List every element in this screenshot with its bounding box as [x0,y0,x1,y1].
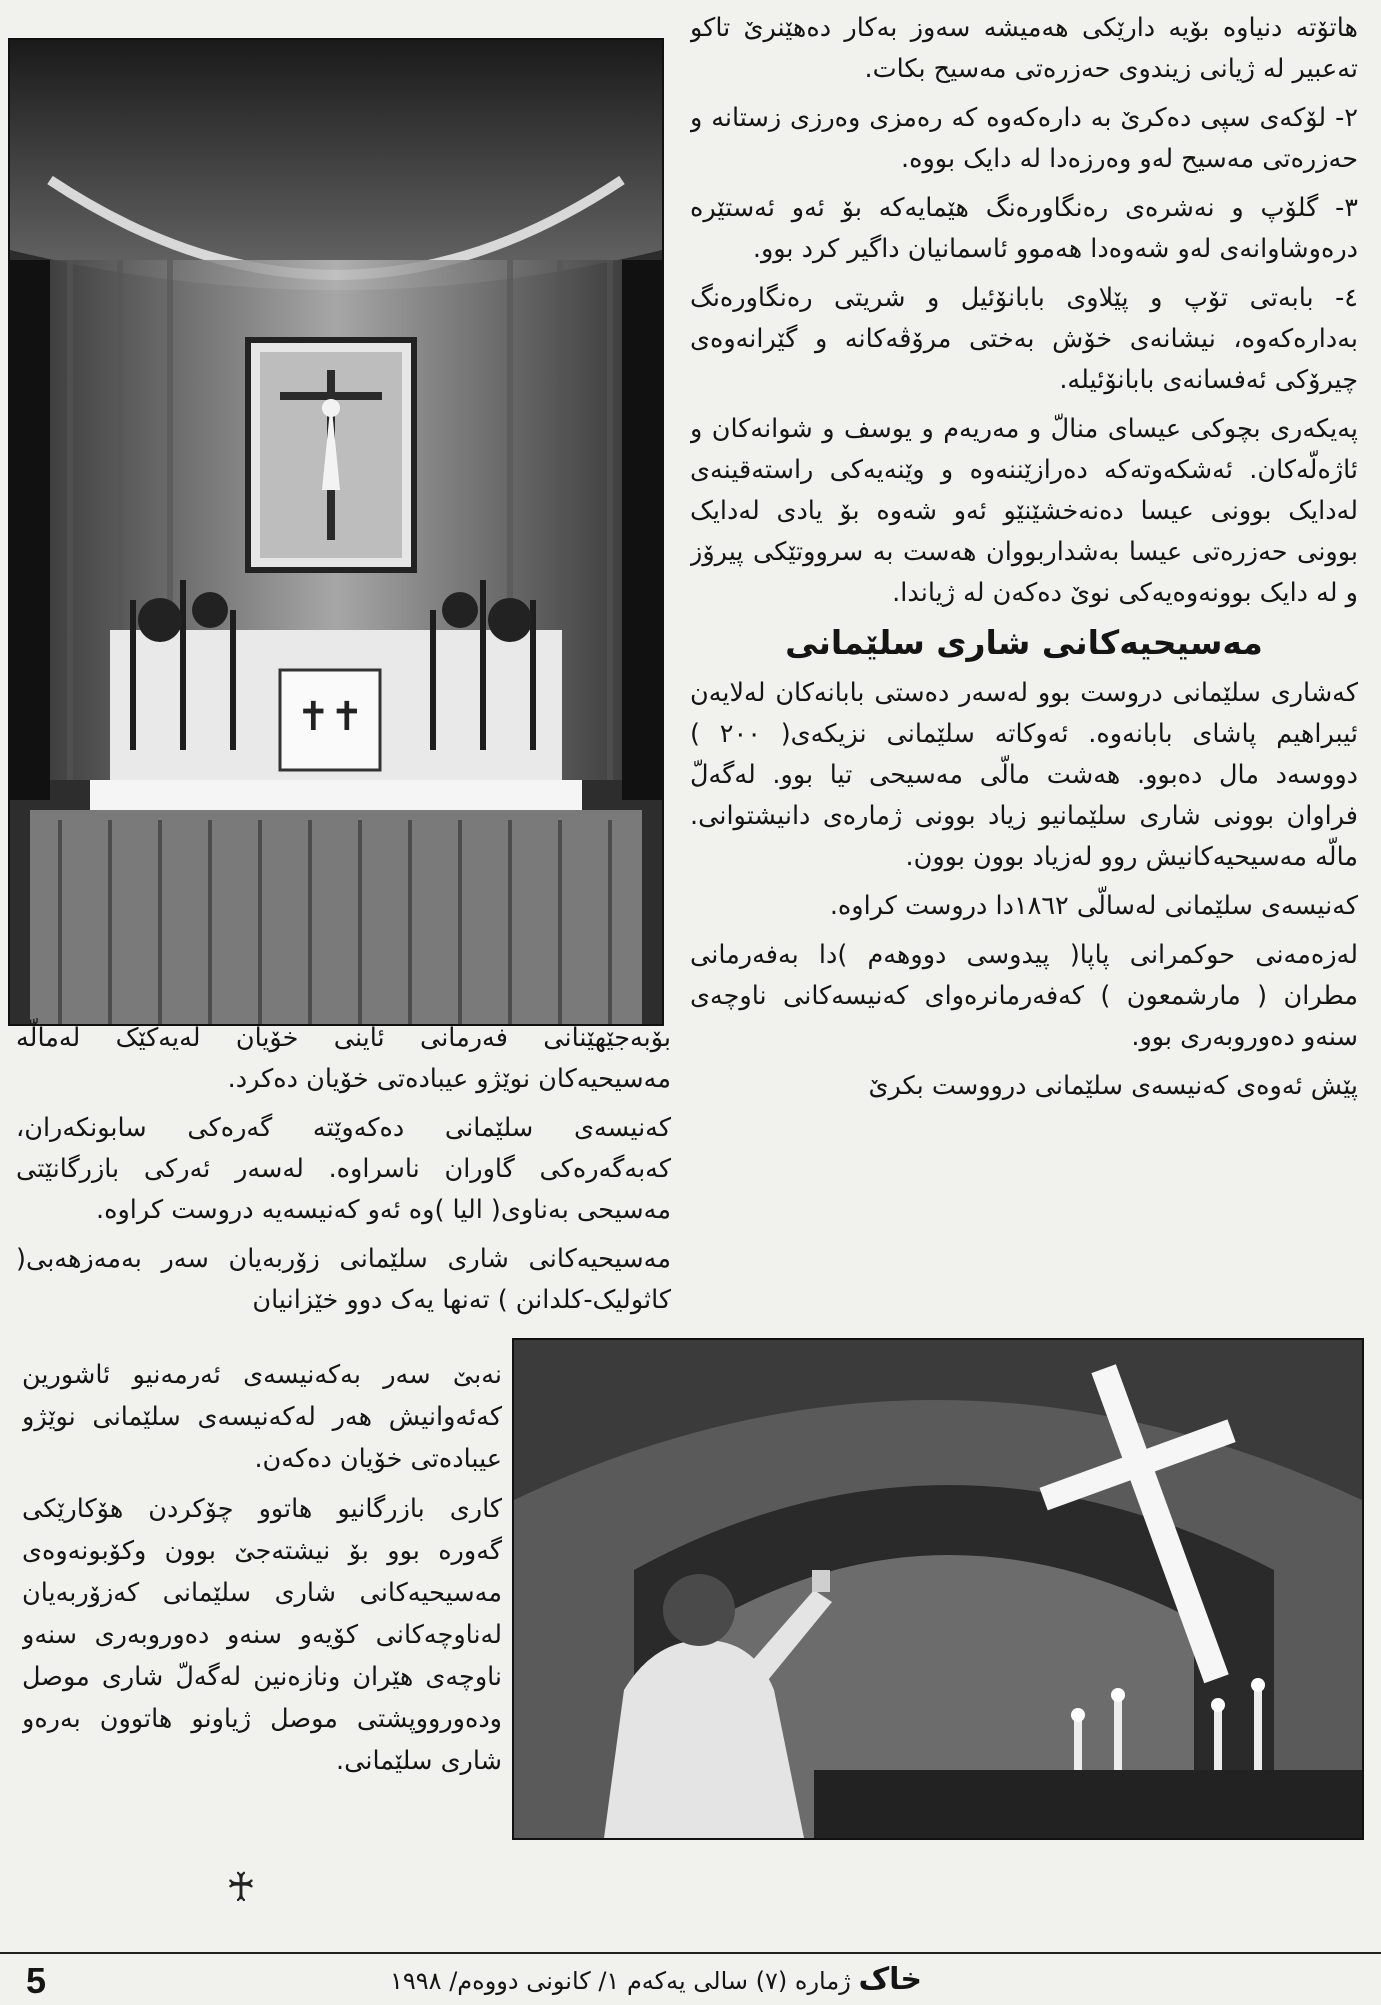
paragraph: مەسیحیەکانی شاری سلێمانی زۆربەیان سەر بەمەزهەبی( کاثولیک-کلدانن ) تەنها یەک دوو خێزانیان [16,1244,671,1315]
page-number: 5 [26,1960,47,2001]
paragraph: ٤- بابەتی تۆپ و پێلاوی بابانۆئیل و شریتی رەنگاورەنگ بەدارەکەوە، نیشانەی خۆش بەختی مرۆڤەکانە و گێرانەوەی چیرۆکی ئەفسانەی بابانۆئیلە. [690,283,1358,395]
svg-text:✝✝: ✝✝ [296,694,364,740]
paragraph: کەشاری سلێمانی دروست بوو لەسەر دەستی بابانەکان لەلایەن ئیبراهیم پاشای بابانەوە. ئەوکاتە سلێمانی نزیکەی( ٢٠٠ ) دووسەد مال دەبوو. هەشت مالّی مەسیحی تیا بوو. لەگەلّ فراوان بوونی شاری سلێمانیو زیاد بوونی ژمارەی دانیشتوانی. مالّە مەسیحیەکانیش روو لەزیاد بوون بوون. [690,678,1358,872]
paragraph: نەبێ سەر بەکەنیسەی ئەرمەنیو ئاشورین کەئەوانیش هەر لەکەنیسەی سلێمانی نوێژو عیبادەتی خۆیان دەکەن. [22,1360,502,1474]
magazine-logo: خاک [858,1962,923,1997]
paragraph: کەنیسەی سلێمانی دەکەوێتە گەرەکی سابونکەران، کەبەگەرەکی گاوران ناسراوە. لەسەر ئەرکی بازرگانێتی مەسیحی بەناوی( الیا )وە ئەو کەنیسەیە دروست کراوە. [16,1113,671,1225]
paragraph: هاتۆتە دنیاوە بۆیە دارێکی هەمیشە سەوز بەکار دەهێنرێ تاکو تەعبیر لە ژیانی زیندوی حەزرەتی مەسیح بکات. [690,13,1358,84]
paragraph: پێش ئەوەی کەنیسەی سلێمانی درووست بکرێ [868,1071,1358,1101]
altar-photo [8,38,664,1026]
article-column-right [690,8,1358,1338]
paragraph: لەزەمەنی حوکمرانی پاپا( پیدوسی دووهەم )دا بەفەرمانی مطران ( مارشمعون ) کەفەرمانرەوای کەنیسەکانی ناوچەی سنەو دەوروبەری بوو. [690,940,1358,1052]
paragraph: بۆبەجێهێنانی فەرمانی ئاینی خۆیان لەیەکێک لەمالّە مەسیحیەکان نوێژو عیبادەتی خۆیان دەکرد. [16,1023,671,1094]
section-heading: مەسیحیەکانی شاری سلێمانی [785,623,1263,662]
footer-issue-line [390,1962,922,1997]
article-column-left-bottom [22,1354,502,1804]
paragraph: کەنیسەی سلێمانی لەسالّی ١٨٦٢دا دروست کراوە. [829,891,1358,921]
footer-divider [0,1952,1381,1954]
issue-info: ژمارە (٧) سالی یەکەم ١/ کانونی دووەم/ ١٩٩٨ [390,1967,851,1995]
paragraph: ٣- گلۆپ و نەشرەی رەنگاورەنگ هێمایەکە بۆ ئەو ئەستێرە درەوشاوانەی لەو شەوەدا هەموو ئاسمانیان داگیر کرد بوو. [690,193,1358,264]
paragraph: کاری بازرگانیو هاتوو چۆکردن هۆکارێکی گەورە بوو بۆ نیشتەجێ بوون وکۆبونەوەی مەسیحیەکانی شاری سلێمانی کەزۆربەیان لەناوچەکانی کۆیەو سنەو دەوروبەری سنەو ناوچەی هێران ونازەنین لەگەلّ شاری موصل ودەورووپشتی موصل ژیاونو هاتوون بەرەو شاری سلێمانی. [22,1494,502,1776]
paragraph: ٢- لۆکەی سپی دەکرێ بە دارەکەوە کە رەمزی وەرزی زستانە و حەزرەتی مەسیح لەو وەرزەدا لە دایک بووە. [690,103,1358,174]
paragraph: پەیکەری بچوکی عیسای منالّ و مەریەم و یوسف و شوانەکان و ئاژەلّەکان. ئەشکەوتەکە دەرازێننەوە و وێنەیەکی راستەقینەی لەدایک بوونی عیسا دەنەخشێنێو ئەو شەوە بۆ یادی لەدایک بوونی حەزرەتی عیسا بەشداربووان هەست بە سرووتێکی پیرۆز و لە دایک بوونەوەیەکی نوێ دەکەن لە ژیاندا. [690,414,1358,608]
priest-illustration [514,1340,1362,1838]
altar-illustration [10,40,662,1024]
article-column-left-middle [16,1018,671,1318]
cross-icon: ♰ [226,1865,256,1911]
priest-photo [512,1338,1364,1840]
